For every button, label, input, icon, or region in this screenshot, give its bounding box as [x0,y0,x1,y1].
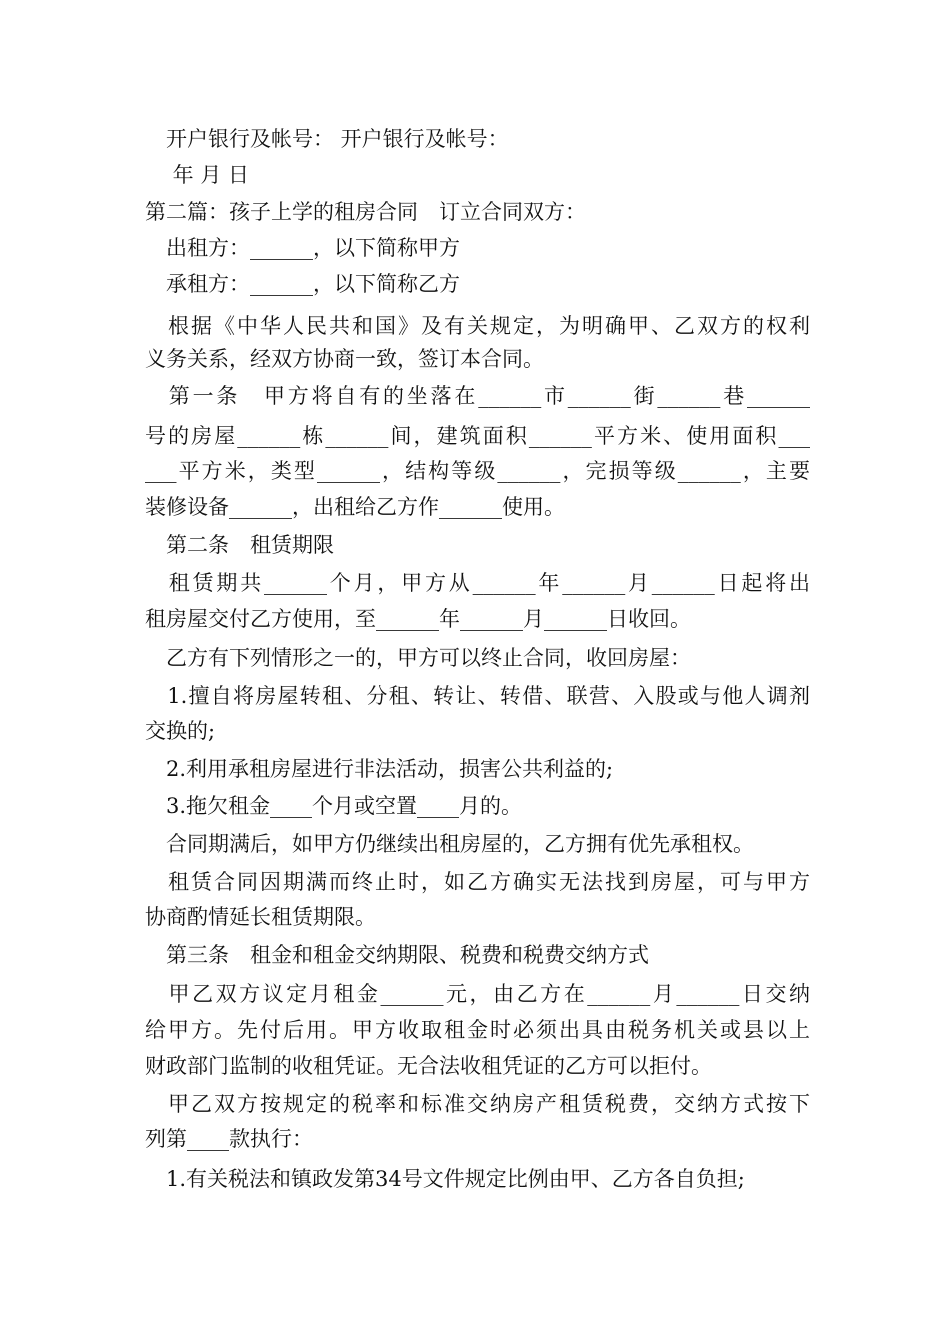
text-line: 租赁期共______个月，甲方从______年______月______日起将出 [145,571,810,595]
text-line: 1.有关税法和镇政发第34号文件规定比例由甲、乙方各自负担; [145,1167,745,1191]
text-line: 交换的; [145,719,216,743]
text-line: 协商酌情延长租赁期限。 [145,905,376,929]
text-line: 甲乙双方按规定的税率和标准交纳房产租赁税费，交纳方式按下 [145,1092,810,1116]
text-line: 乙方有下列情形之一的，甲方可以终止合同，收回房屋： [145,646,691,670]
text-line: ___平方米，类型______，结构等级______，完损等级______，主要 [145,459,810,483]
text-line: 给甲方。先付后用。甲方收取租金时必须出具由税务机关或县以上 [145,1018,810,1042]
text-line: 3.拖欠租金____个月或空置____月的。 [145,794,523,818]
text-line: 装修设备______，出租给乙方作______使用。 [145,495,565,519]
text-line: 甲乙双方议定月租金______元，由乙方在______月______日交纳 [145,982,810,1006]
text-line: 出租方：______，以下简称甲方 [145,236,460,260]
text-line: 2.利用承租房屋进行非法活动，损害公共利益的; [145,757,614,781]
text-line: 合同期满后，如甲方仍继续出租房屋的，乙方拥有优先承租权。 [145,832,754,856]
text-line: 第一条 甲方将自有的坐落在______市______街______巷______ [145,384,810,408]
text-line: 列第____款执行： [145,1127,313,1151]
text-line: 年 月 日 [145,163,250,187]
text-line: 租赁合同因期满而终止时，如乙方确实无法找到房屋，可与甲方 [145,870,810,894]
text-line: 根据《中华人民共和国》及有关规定，为明确甲、乙双方的权利 [145,314,810,338]
text-line: 1.擅自将房屋转租、分租、转让、转借、联营、入股或与他人调剂 [145,684,810,708]
text-line: 财政部门监制的收租凭证。无合法收租凭证的乙方可以拒付。 [145,1054,712,1078]
section-heading: 第二篇：孩子上学的租房合同 订立合同双方： [145,200,586,224]
article-heading: 第三条 租金和租金交纳期限、税费和税费交纳方式 [145,943,649,967]
article-heading: 第二条 租赁期限 [145,533,334,557]
text-line: 义务关系，经双方协商一致，签订本合同。 [145,347,544,371]
text-line: 租房屋交付乙方使用，至______年______月______日收回。 [145,607,691,631]
text-line: 开户银行及帐号： 开户银行及帐号： [145,127,509,151]
text-line: 号的房屋______栋______间，建筑面积______平方米、使用面积___ [145,424,810,448]
text-line: 承租方：______，以下简称乙方 [145,272,460,296]
